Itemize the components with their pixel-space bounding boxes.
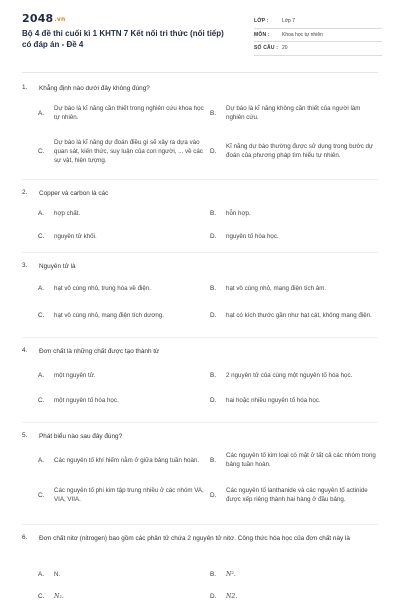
option-letter: B. [210,456,217,464]
option-text: hạt vô cùng nhỏ, mang điện tích âm. [226,284,327,292]
question-divider [22,337,378,338]
question-number: 5. [22,432,28,439]
option-d[interactable] [210,479,378,511]
question-number: 2. [22,189,28,196]
option-text: hỗn hợp. [226,209,251,217]
option-b[interactable] [210,364,378,386]
meta-key: LỚP : [254,18,269,25]
option-letter: C. [38,147,45,155]
question-text: Khẳng định nào dưới đây không đúng? [39,85,150,92]
option-text: hạt vô cùng nhỏ, mang điện tích dương. [54,311,165,319]
site-logo[interactable] [22,12,65,25]
option-text: nguyên tử khối. [54,232,97,240]
meta-row-count [254,42,382,56]
meta-row-class [254,15,382,29]
option-letter: A. [38,371,45,379]
option-text: hai hoặc nhiều nguyên tố hóa học. [226,396,321,404]
option-letter: D. [210,311,217,319]
question-text: Phát biểu nào sau đây đúng? [39,433,123,440]
option-letter: B. [210,284,217,292]
question-divider [22,422,378,423]
header [0,0,400,70]
question-2 [0,184,400,257]
header-divider [22,72,378,73]
question-list [0,76,400,600]
option-letter: B. [210,570,217,578]
option-b[interactable] [210,449,378,471]
option-letter: D. [210,491,217,499]
option-text: hợp chất. [54,209,81,217]
option-text: hạt vô cùng nhỏ, trung hòa về điện. [54,284,152,292]
option-a[interactable] [38,364,206,386]
option-c[interactable] [38,229,206,243]
option-text: hạt có kích thước gần như hạt cát, không mang điện. [226,311,372,319]
option-a[interactable] [38,567,206,581]
meta-key: SỐ CÂU : [254,45,279,52]
option-text: Các nguyên tố khí hiếm nằm ở giữa bảng tuần hoàn. [54,456,200,464]
option-letter: C. [38,592,45,600]
question-divider [22,524,378,525]
option-letter: B. [210,371,217,379]
option-text: Dự báo là kĩ năng cần thiết trong nghiên cứu khoa học tự nhiên. [54,105,204,121]
option-text: N₂. [54,592,64,600]
option-b[interactable] [210,102,378,124]
option-a[interactable] [38,206,206,220]
option-letter: B. [210,109,217,117]
meta-value: Lớp 7 [282,18,296,25]
meta-value: Khoa học tự nhiên [282,31,323,38]
option-a[interactable] [38,449,206,471]
option-letter: D. [210,232,217,240]
option-d[interactable] [210,229,378,243]
meta-value: 20 [282,45,288,52]
option-b[interactable] [210,206,378,220]
option-c[interactable] [38,304,206,326]
option-letter: C. [38,232,45,240]
question-3 [0,257,400,342]
question-number: 6. [22,534,28,541]
option-letter: A. [38,570,45,578]
option-letter: C. [38,396,45,404]
option-letter: B. [210,209,217,217]
option-letter: C. [38,311,45,319]
option-text: N². [226,570,236,578]
option-letter: D. [210,592,217,600]
option-text: một nguyên tử. [54,371,96,379]
option-text: Các nguyên tố lanthanide và các nguyên tố actinide được xếp riêng thành hai hàng ở đầu bảng. [226,487,368,503]
meta-table [254,15,382,56]
option-letter: A. [38,456,45,464]
option-d[interactable] [210,135,378,167]
option-b[interactable] [210,281,378,295]
option-a[interactable] [38,281,206,295]
option-text: một nguyên tố hóa học. [54,396,119,404]
option-letter: D. [210,396,217,404]
option-letter: A. [38,209,45,217]
option-c[interactable] [38,135,206,167]
option-letter: A. [38,284,45,292]
meta-key: MÔN : [254,31,270,38]
question-number: 3. [22,262,28,269]
option-b[interactable] [210,567,378,581]
question-4 [0,342,400,427]
logo-main: 2048 [22,12,54,25]
question-number: 4. [22,347,28,354]
meta-row-subject [254,29,382,43]
question-number: 1. [22,84,28,91]
logo-suffix: .vn [54,16,66,23]
question-1 [0,76,400,184]
question-text: Đơn chất là những chất được tạo thành từ [39,348,160,355]
question-text: Copper và carbon là các [39,190,109,197]
page-title: Bộ 4 đề thi cuối kì 1 KHTN 7 Kết nối tri thức (nối tiếp) có đáp án - Đề 4 [22,29,224,49]
option-text: Kĩ năng dự báo thường được sử dụng trong bước dự đoán của phương pháp tìm hiểu tự nhiên. [226,143,374,159]
question-5 [0,427,400,529]
option-d[interactable] [210,589,378,600]
option-c[interactable] [38,589,206,600]
option-d[interactable] [210,393,378,407]
option-letter: C. [38,491,45,499]
question-6 [0,529,400,600]
question-divider [22,252,378,253]
option-text: Dự báo là kĩ năng không cần thiết của người làm nghiên cứu. [226,105,361,121]
option-text: 2 nguyên tử của cùng một nguyên tố hóa học. [226,371,353,379]
option-text: nguyên tố hóa học. [226,232,279,240]
question-text: Nguyên tử là [39,263,76,270]
option-text: Các nguyên tố phi kim tập trung nhiều ở các nhóm VA, VIA, VIIA. [54,487,204,503]
option-c[interactable] [38,479,206,511]
option-letter: A. [38,109,45,117]
option-d[interactable] [210,304,378,326]
question-divider [22,179,378,180]
option-text: N. [54,570,61,578]
option-text: Dự báo là kĩ năng dự đoán điều gì sẽ xảy ra dựa vào quan sát, kiến thức, suy luận của con người, ... về các sự vật, hiện tượng. [54,138,203,164]
option-text: Các nguyên tố kim loại có mặt ở tất cả các nhóm trong bảng tuần hoàn. [226,452,376,468]
option-text: N2. [226,592,238,600]
question-text: Đơn chất nitơ (nitrogen) bao gồm các phân tử chứa 2 nguyên tử nitơ. Công thức hóa học của đơn chất này là [39,535,350,542]
option-a[interactable] [38,102,206,124]
option-c[interactable] [38,393,206,407]
option-letter: D. [210,147,217,155]
